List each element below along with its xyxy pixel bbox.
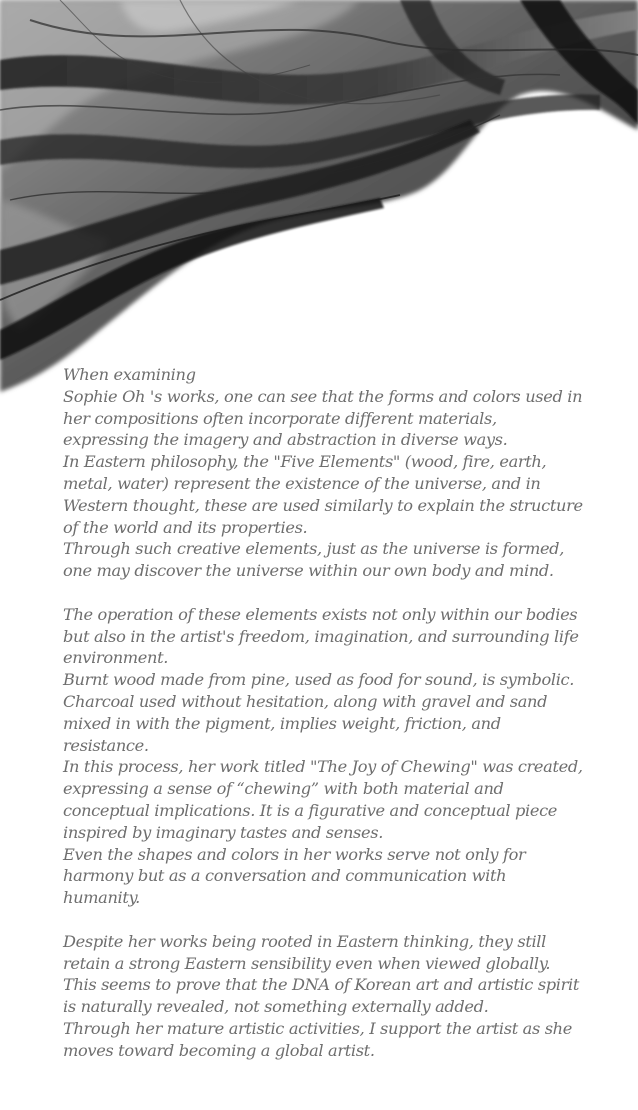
paragraph: Charcoal used without hesitation, along with gravel and sand mixed in with the pigment, implies weight, friction, and resistance. xyxy=(63,691,548,755)
paragraph: In Eastern philosophy, the "Five Elements" (wood, fire, earth, metal, water) represent the existence of the universe, and in Western thought, these are used similarly to explain the structure of the world and its properties. xyxy=(63,452,583,537)
paragraph: Even the shapes and colors in her works serve not only for harmony but as a conversation and communication with humanity. xyxy=(63,844,526,908)
ink-wash-header-image xyxy=(0,0,638,400)
paragraph-spacer xyxy=(63,582,583,604)
paragraph-intro-heading: When examining xyxy=(63,365,196,384)
paragraph-spacer xyxy=(63,909,583,931)
paragraph: Despite her works being rooted in Eastern thinking, they still retain a strong Eastern sensibility even when viewed globally. This seems to prove that the DNA of Korean art and artistic spirit is naturally revealed, not something externally added. xyxy=(63,931,579,1017)
paragraph: Through such creative elements, just as the universe is formed, one may discover the universe within our own body and mind. xyxy=(63,539,564,581)
paragraph: Through her mature artistic activities, I support the artist as she moves toward becoming a global artist. xyxy=(63,1018,572,1060)
paragraph: The operation of these elements exists not only within our bodies but also in the artist's freedom, imagination, and surrounding life environment. xyxy=(63,604,579,668)
article-body xyxy=(63,364,583,1062)
paragraph: In this process, her work titled "The Joy of Chewing" was created, expressing a sense of “chewing” with both material and conceptual implications. It is a figurative and conceptual piece inspired by imaginary tastes and senses. xyxy=(63,757,583,842)
paragraph: Sophie Oh 's works, one can see that the forms and colors used in her compositions often incorporate different materials, expressing the imagery and abstraction in diverse ways. xyxy=(63,386,583,450)
paragraph: Burnt wood made from pine, used as food for sound, is symbolic. xyxy=(63,670,575,690)
